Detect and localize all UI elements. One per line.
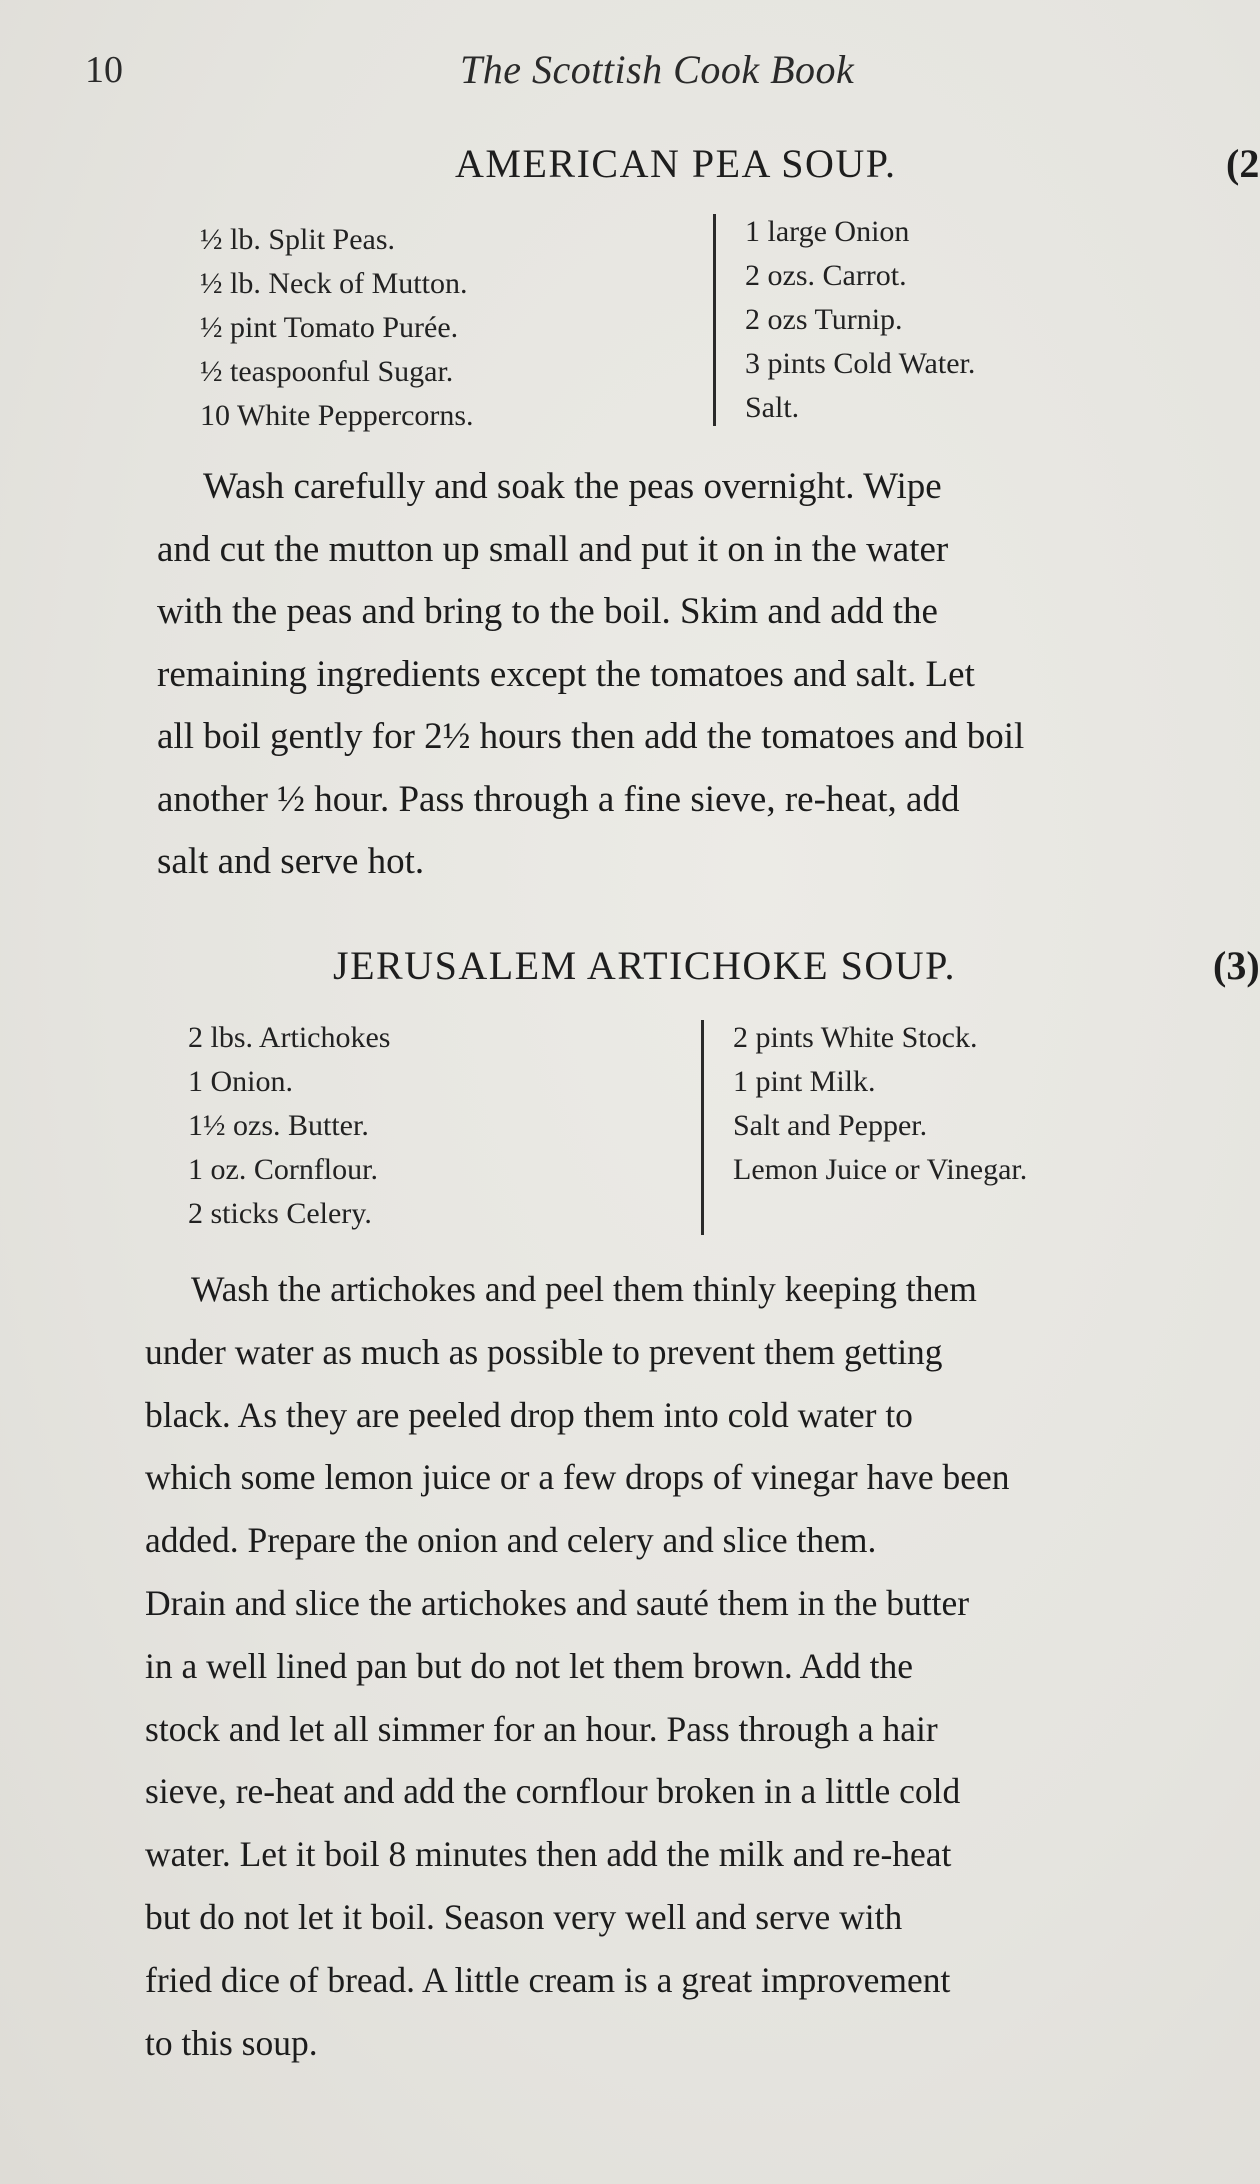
ingredient: ½ lb. Split Peas. <box>200 223 396 256</box>
ingredient: 1 oz. Cornflour. <box>188 1153 378 1186</box>
ingredient: 2 ozs Turnip. <box>745 303 903 336</box>
method-line: water. Let it boil 8 minutes then add the milk and re-heat <box>145 1834 952 1875</box>
method-line: which some lemon juice or a few drops of vinegar have been <box>145 1457 1010 1498</box>
ingredients-right <box>745 210 975 430</box>
page-number: 10 <box>85 49 123 91</box>
method-line: in a well lined pan but do not let them brown. Add the <box>145 1645 914 1686</box>
method-line: added. Prepare the onion and celery and slice them. <box>145 1520 877 1561</box>
ingredients-left <box>188 1016 391 1236</box>
running-head: The Scottish Cook Book <box>460 47 855 92</box>
method-line: fried dice of bread. A little cream is a great improvement <box>145 1959 951 2000</box>
method-line: black. As they are peeled drop them into cold water to <box>145 1394 913 1435</box>
column-divider <box>701 1020 704 1235</box>
method-line: another ½ hour. Pass through a fine sieve, re-heat, add <box>157 778 960 820</box>
method-line: but do not let it boil. Season very well and serve with <box>145 1896 903 1937</box>
ingredient: ½ pint Tomato Purée. <box>200 311 459 344</box>
method-line: and cut the mutton up small and put it on in the water <box>157 528 949 570</box>
column-divider <box>713 214 716 426</box>
ingredient: 2 ozs. Carrot. <box>745 259 907 292</box>
ingredient: ½ lb. Neck of Mutton. <box>200 267 468 300</box>
ingredient: Lemon Juice or Vinegar. <box>733 1153 1028 1186</box>
ingredient: 1½ ozs. Butter. <box>188 1109 369 1142</box>
ingredient: 1 large Onion <box>745 215 910 248</box>
ingredient: 1 Onion. <box>188 1065 293 1098</box>
ingredient: 2 pints White Stock. <box>733 1021 978 1054</box>
method-line: Wash carefully and soak the peas overnight. Wipe <box>203 466 942 507</box>
method-line: to this soup. <box>145 2022 318 2063</box>
ingredient: 1 pint Milk. <box>733 1065 876 1098</box>
ingredient: ½ teaspoonful Sugar. <box>200 355 454 388</box>
recipe-method <box>157 456 1024 894</box>
ingredient: 3 pints Cold Water. <box>745 347 976 380</box>
ingredient: Salt and Pepper. <box>733 1109 928 1142</box>
ingredient: 2 sticks Celery. <box>188 1197 372 1230</box>
method-line: all boil gently for 2½ hours then add the tomatoes and boil <box>157 716 1025 757</box>
method-line: Wash the artichokes and peel them thinly keeping them <box>191 1269 977 1309</box>
method-line: stock and let all simmer for an hour. Pass through a hair <box>145 1708 938 1749</box>
ingredients-right <box>733 1016 1027 1192</box>
ingredient: 2 lbs. Artichokes <box>188 1021 391 1054</box>
ingredient: Salt. <box>745 391 800 424</box>
recipe-number: (2 <box>1226 141 1260 186</box>
method-line: under water as much as possible to prevent them getting <box>145 1331 943 1372</box>
ingredient: 10 White Peppercorns. <box>200 399 474 432</box>
recipe-title: JERUSALEM ARTICHOKE SOUP. <box>333 943 956 988</box>
method-line: with the peas and bring to the boil. Skim and add the <box>157 591 938 632</box>
method-line: salt and serve hot. <box>157 841 425 882</box>
method-line: Drain and slice the artichokes and sauté them in the butter <box>145 1582 970 1623</box>
recipe-title: AMERICAN PEA SOUP. <box>455 141 897 186</box>
method-line: remaining ingredients except the tomatoes and salt. Let <box>157 653 975 695</box>
method-line: sieve, re-heat and add the cornflour broken in a little cold <box>145 1771 961 1812</box>
recipe-number: (3) <box>1213 943 1260 988</box>
ingredients-left <box>200 218 474 438</box>
recipe-method <box>145 1258 1010 2074</box>
